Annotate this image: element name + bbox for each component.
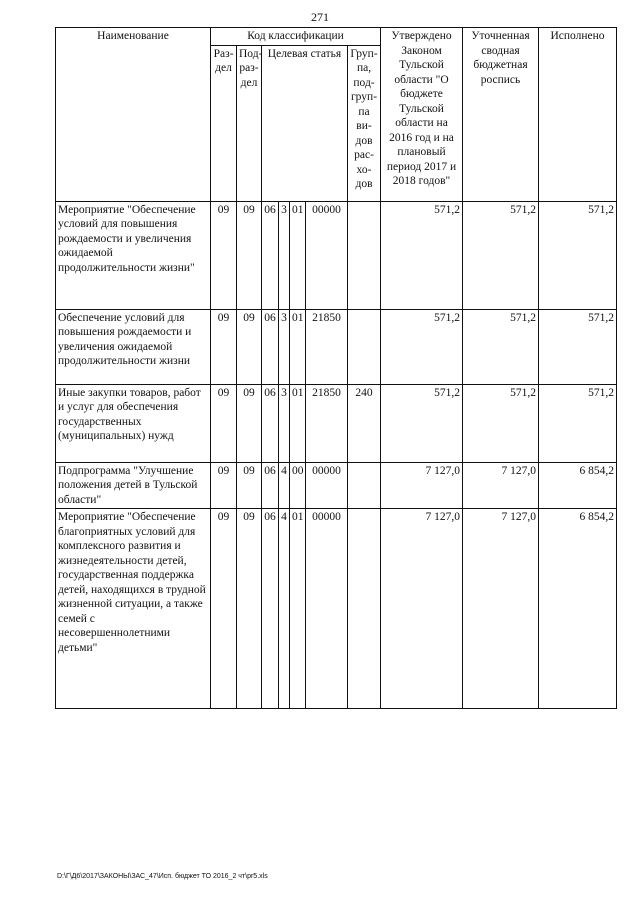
row-group — [348, 201, 381, 309]
row-name: Мероприятие "Обеспечение условий для повышения рождаемости и увеличения ожидаемой продолжительности жизни" — [56, 201, 211, 309]
header-approved: Утверждено Законом Тульской области "О бюджете Тульской области на 2016 год и на плановый период 2017 и 2018 годов" — [381, 28, 463, 202]
row-refined: 7 127,0 — [463, 462, 539, 509]
row-subsection: 09 — [237, 462, 262, 509]
row-target-subprogram: 3 — [279, 309, 290, 384]
header-executed: Исполнено — [539, 28, 617, 202]
budget-table — [55, 27, 617, 709]
row-refined: 7 127,0 — [463, 509, 539, 709]
row-approved: 571,2 — [381, 309, 463, 384]
row-target-direction: 00000 — [306, 201, 348, 309]
row-refined: 571,2 — [463, 384, 539, 462]
table-row — [56, 509, 617, 709]
row-executed: 6 854,2 — [539, 462, 617, 509]
row-target-program: 06 — [262, 462, 279, 509]
table-row — [56, 384, 617, 462]
header-target: Целевая статья — [262, 45, 348, 201]
row-approved: 571,2 — [381, 201, 463, 309]
row-target-event: 01 — [290, 509, 306, 709]
row-target-event: 00 — [290, 462, 306, 509]
row-section: 09 — [211, 462, 237, 509]
row-target-subprogram: 3 — [279, 384, 290, 462]
row-section: 09 — [211, 384, 237, 462]
header-group: Груп-па, под-груп-па ви-дов рас-хо-дов — [348, 45, 381, 201]
table-row — [56, 201, 617, 309]
row-target-direction: 21850 — [306, 384, 348, 462]
row-target-program: 06 — [262, 201, 279, 309]
row-target-subprogram: 3 — [279, 201, 290, 309]
header-code: Код классификации — [211, 28, 381, 46]
row-section: 09 — [211, 309, 237, 384]
row-target-event: 01 — [290, 384, 306, 462]
row-target-program: 06 — [262, 309, 279, 384]
row-group: 240 — [348, 384, 381, 462]
row-approved: 7 127,0 — [381, 462, 463, 509]
row-target-event: 01 — [290, 201, 306, 309]
row-subsection: 09 — [237, 309, 262, 384]
row-executed: 571,2 — [539, 309, 617, 384]
header-refined: Уточненная сводная бюджетная роспись — [463, 28, 539, 202]
row-executed: 571,2 — [539, 384, 617, 462]
footer-file-path: D:\Г\Д6\2017\ЗАКОНЫ\ЗАС_47\Исп. бюджет ТО 2016_2 чт\pr5.xls — [57, 873, 268, 880]
row-target-program: 06 — [262, 384, 279, 462]
page-number: 271 — [311, 10, 329, 24]
row-target-event: 01 — [290, 309, 306, 384]
row-name: Подпрограмма "Улучшение положения детей в Тульской области" — [56, 462, 211, 509]
row-target-subprogram: 4 — [279, 462, 290, 509]
row-target-subprogram: 4 — [279, 509, 290, 709]
table-row — [56, 309, 617, 384]
row-group — [348, 309, 381, 384]
row-approved: 571,2 — [381, 384, 463, 462]
table-row — [56, 462, 617, 509]
row-target-direction: 00000 — [306, 462, 348, 509]
row-target-direction: 21850 — [306, 309, 348, 384]
row-group — [348, 509, 381, 709]
row-subsection: 09 — [237, 384, 262, 462]
row-target-direction: 00000 — [306, 509, 348, 709]
row-name: Обеспечение условий для повышения рождаемости и увеличения ожидаемой продолжительности жизни — [56, 309, 211, 384]
row-section: 09 — [211, 201, 237, 309]
row-subsection: 09 — [237, 509, 262, 709]
row-name: Иные закупки товаров, работ и услуг для обеспечения государственных (муниципальных) нужд — [56, 384, 211, 462]
row-refined: 571,2 — [463, 201, 539, 309]
header-section: Раз-дел — [211, 45, 237, 201]
row-refined: 571,2 — [463, 309, 539, 384]
header-subsection: Под-раз-дел — [237, 45, 262, 201]
row-approved: 7 127,0 — [381, 509, 463, 709]
row-name: Мероприятие "Обеспечение благоприятных условий для комплексного развития и жизнедеятельности детей, государственная поддержка детей, находящихся в трудной жизненной ситуации, а также семей с несовершеннолетними детьми" — [56, 509, 211, 709]
row-executed: 6 854,2 — [539, 509, 617, 709]
header-name: Наименование — [56, 28, 211, 202]
row-executed: 571,2 — [539, 201, 617, 309]
row-section: 09 — [211, 509, 237, 709]
row-target-program: 06 — [262, 509, 279, 709]
row-group — [348, 462, 381, 509]
row-subsection: 09 — [237, 201, 262, 309]
